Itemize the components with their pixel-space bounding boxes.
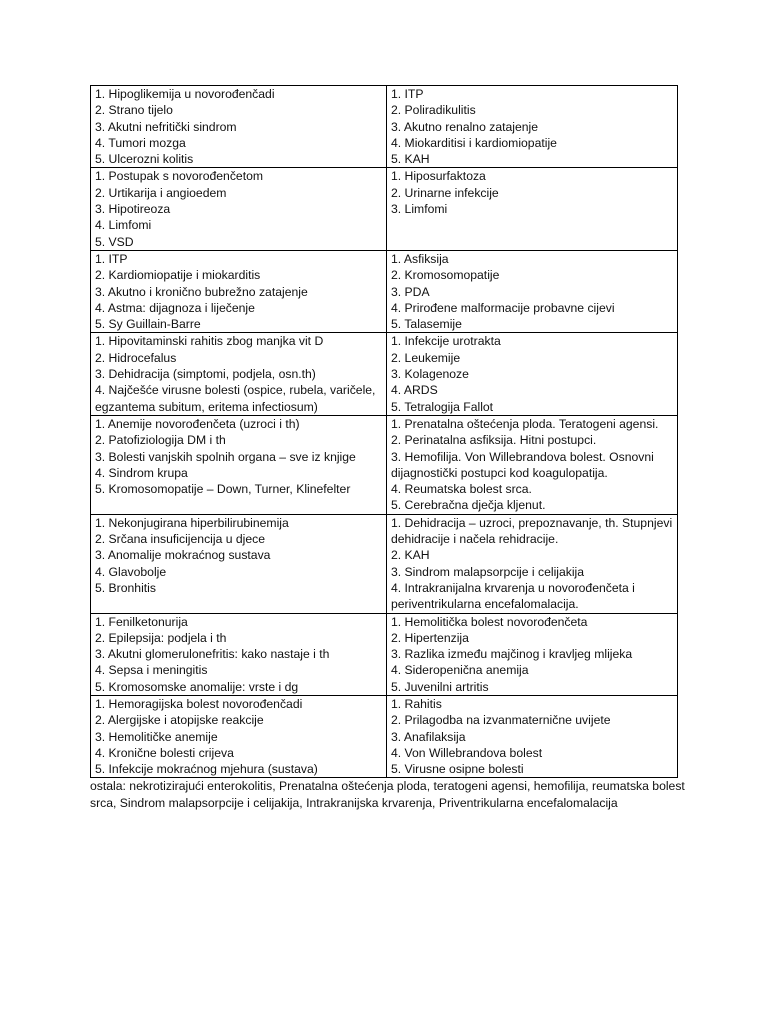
topic-item: 3. Dehidracija (simptomi, podjela, osn.th) (95, 367, 316, 382)
topic-item: 4. Astma: dijagnoza i liječenje (95, 300, 255, 315)
topic-item: 1. Fenilketonurija (95, 614, 188, 629)
topic-item: 3. Anomalije mokraćnog sustava (95, 548, 271, 563)
topic-item: 3. Hipotireoza (95, 202, 171, 217)
topic-item: 1. Asfiksija (391, 251, 449, 266)
topic-item: 2. Alergijske i atopijske reakcije (95, 713, 264, 728)
topic-item: 4. Prirođene malformacije probavne cijevi (391, 300, 615, 315)
topics-cell-right (387, 250, 678, 332)
topics-cell-right (387, 415, 678, 514)
topic-item: 3. Limfomi (391, 202, 448, 217)
topics-cell-left (91, 333, 387, 415)
topic-item: 4. Najčešće virusne bolesti (ospice, rubela, varičele, egzantema subitum, eritema infectiosum) (95, 383, 376, 414)
topic-item: 2. KAH (391, 548, 430, 563)
topic-item: 2. Poliradikulitis (391, 103, 476, 118)
topic-item: 5. Tetralogija Fallot (391, 399, 494, 414)
topic-item: 5. Talasemije (391, 317, 462, 332)
topics-row (91, 613, 678, 695)
topic-item: 1. Hemolitička bolest novorođenčeta (391, 614, 588, 629)
topic-item: 2. Hipertenzija (391, 630, 469, 645)
topic-item: 4. Sepsa i meningitis (95, 663, 208, 678)
topic-item: 5. Juvenilni artritis (391, 679, 489, 694)
topic-item: 5. VSD (95, 234, 134, 249)
topic-item: 1. Postupak s novorođenčetom (95, 169, 264, 184)
topics-cell-right (387, 86, 678, 168)
topic-item: 2. Patofiziologija DM i th (95, 433, 226, 448)
topics-cell-right (387, 613, 678, 695)
exam-topics-table (90, 85, 678, 778)
topic-item: 4. Von Willebrandova bolest (391, 745, 543, 760)
topic-item: 5. Kromosomopatije – Down, Turner, Klinefelter (95, 482, 351, 497)
topics-row (91, 514, 678, 613)
topic-item: 1. Hipovitaminski rahitis zbog manjka vit D (95, 334, 324, 349)
topics-cell-left (91, 86, 387, 168)
topics-row (91, 333, 678, 415)
topic-item: 2. Urinarne infekcije (391, 185, 499, 200)
topics-cell-right (387, 168, 678, 250)
topic-item: 2. Srčana insuficijencija u djece (95, 532, 266, 547)
topic-item: 4. Intrakranijalna krvarenja u novorođenčeta i periventrikularna encefalomalacija. (391, 580, 635, 612)
topics-cell-right (387, 333, 678, 415)
topic-item: 1. ITP (95, 251, 128, 266)
topic-item: 3. Kolagenoze (391, 367, 469, 382)
topic-item: 1. Hipoglikemija u novorođenčadi (95, 87, 275, 101)
topic-item: 4. Sindrom krupa (95, 465, 188, 480)
topic-item: 3. Razlika između majčinog i kravljeg mlijeka (391, 647, 633, 662)
topic-item: 1. Rahitis (391, 696, 442, 711)
topic-item: 3. Sindrom malapsorpcije i celijakija (391, 564, 585, 579)
topic-item: 4. ARDS (391, 383, 438, 398)
topics-row (91, 168, 678, 250)
topic-item: 5. Cerebračna dječja kljenut. (391, 498, 546, 513)
topics-cell-right (387, 695, 678, 777)
topic-item: 5. Virusne osipne bolesti (391, 762, 524, 777)
topic-item: 1. Prenatalna oštećenja ploda. Teratogeni agensi. (391, 416, 659, 431)
topic-item: 5. Infekcije mokraćnog mjehura (sustava) (95, 762, 318, 777)
topic-item: 3. PDA (391, 284, 430, 299)
topic-item: 3. Anafilaksija (391, 729, 466, 744)
topics-cell-left (91, 695, 387, 777)
topic-item: 1. Anemije novorođenčeta (uzroci i th) (95, 416, 300, 431)
topic-item: 4. Reumatska bolest srca. (391, 482, 532, 497)
topics-row (91, 415, 678, 514)
topics-cell-left (91, 250, 387, 332)
topic-item: 4. Glavobolje (95, 564, 167, 579)
topic-item: 1. Infekcije urotrakta (391, 334, 501, 349)
document-page (90, 85, 685, 811)
topics-row (91, 86, 678, 168)
topic-item: 4. Miokarditisi i kardiomiopatije (391, 135, 557, 150)
topic-item: 3. Akutni glomerulonefritis: kako nastaje i th (95, 647, 330, 662)
topic-item: 3. Hemolitičke anemije (95, 729, 218, 744)
topics-row (91, 695, 678, 777)
topic-item: 4. Limfomi (95, 218, 152, 233)
topic-item: 1. Hiposurfaktoza (391, 169, 486, 184)
exam-topics-table-body (91, 86, 678, 778)
topic-item: 2. Perinatalna asfiksija. Hitni postupci. (391, 433, 597, 448)
topic-item: 1. Nekonjugirana hiperbilirubinemija (95, 515, 289, 530)
topic-item: 5. Kromosomske anomalije: vrste i dg (95, 679, 299, 694)
topic-item: 2. Kromosomopatije (391, 268, 500, 283)
topic-item: 1. Hemoragijska bolest novorođenčadi (95, 696, 303, 711)
topic-item: 5. Sy Guillain-Barre (95, 317, 201, 332)
topic-item: 4. Kronične bolesti crijeva (95, 745, 234, 760)
topic-item: 1. ITP (391, 87, 424, 101)
topic-item: 4. Tumori mozga (95, 135, 186, 150)
topic-item: 3. Hemofilija. Von Willebrandova bolest. Osnovni dijagnostički postupci kod koagulopatija. (391, 449, 654, 480)
topics-cell-right (387, 514, 678, 613)
topics-cell-left (91, 514, 387, 613)
topic-item: 3. Bolesti vanjskih spolnih organa – sve iz knjige (95, 449, 356, 464)
topics-cell-left (91, 613, 387, 695)
topics-row (91, 250, 678, 332)
topic-item: 2. Prilagodba na izvanmaternične uvijete (391, 713, 611, 728)
topic-item: 3. Akutni nefritički sindrom (95, 119, 237, 134)
topic-item: 1. Dehidracija – uzroci, prepoznavanje, th. Stupnjevi dehidracije i načela rehidracije. (391, 515, 673, 547)
topic-item: 2. Kardiomiopatije i miokarditis (95, 268, 261, 283)
topic-item: 3. Akutno i kronično bubrežno zatajenje (95, 284, 308, 299)
topic-item: 3. Akutno renalno zatajenje (391, 119, 539, 134)
topic-item: 5. Bronhitis (95, 580, 156, 595)
topics-cell-left (91, 168, 387, 250)
topic-item: 2. Strano tijelo (95, 103, 173, 118)
topic-item: 2. Urtikarija i angioedem (95, 185, 227, 200)
topics-cell-left (91, 415, 387, 514)
other-topics-note: ostala: nekrotizirajući enterokolitis, Prenatalna oštećenja ploda, teratogeni agensi, hemofilija, reumatska bolest srca, Sindrom malapsorpcije i celijakija, Intrakranijska krvarenja, Priventrikularna encefalomalacija (90, 779, 685, 810)
topic-item: 2. Epilepsija: podjela i th (95, 630, 227, 645)
topic-item: 5. Ulcerozni kolitis (95, 152, 194, 167)
topic-item: 2. Hidrocefalus (95, 350, 177, 365)
topic-item: 5. KAH (391, 152, 430, 167)
topic-item: 4. Sideropenična anemija (391, 663, 529, 678)
topic-item: 2. Leukemije (391, 350, 461, 365)
